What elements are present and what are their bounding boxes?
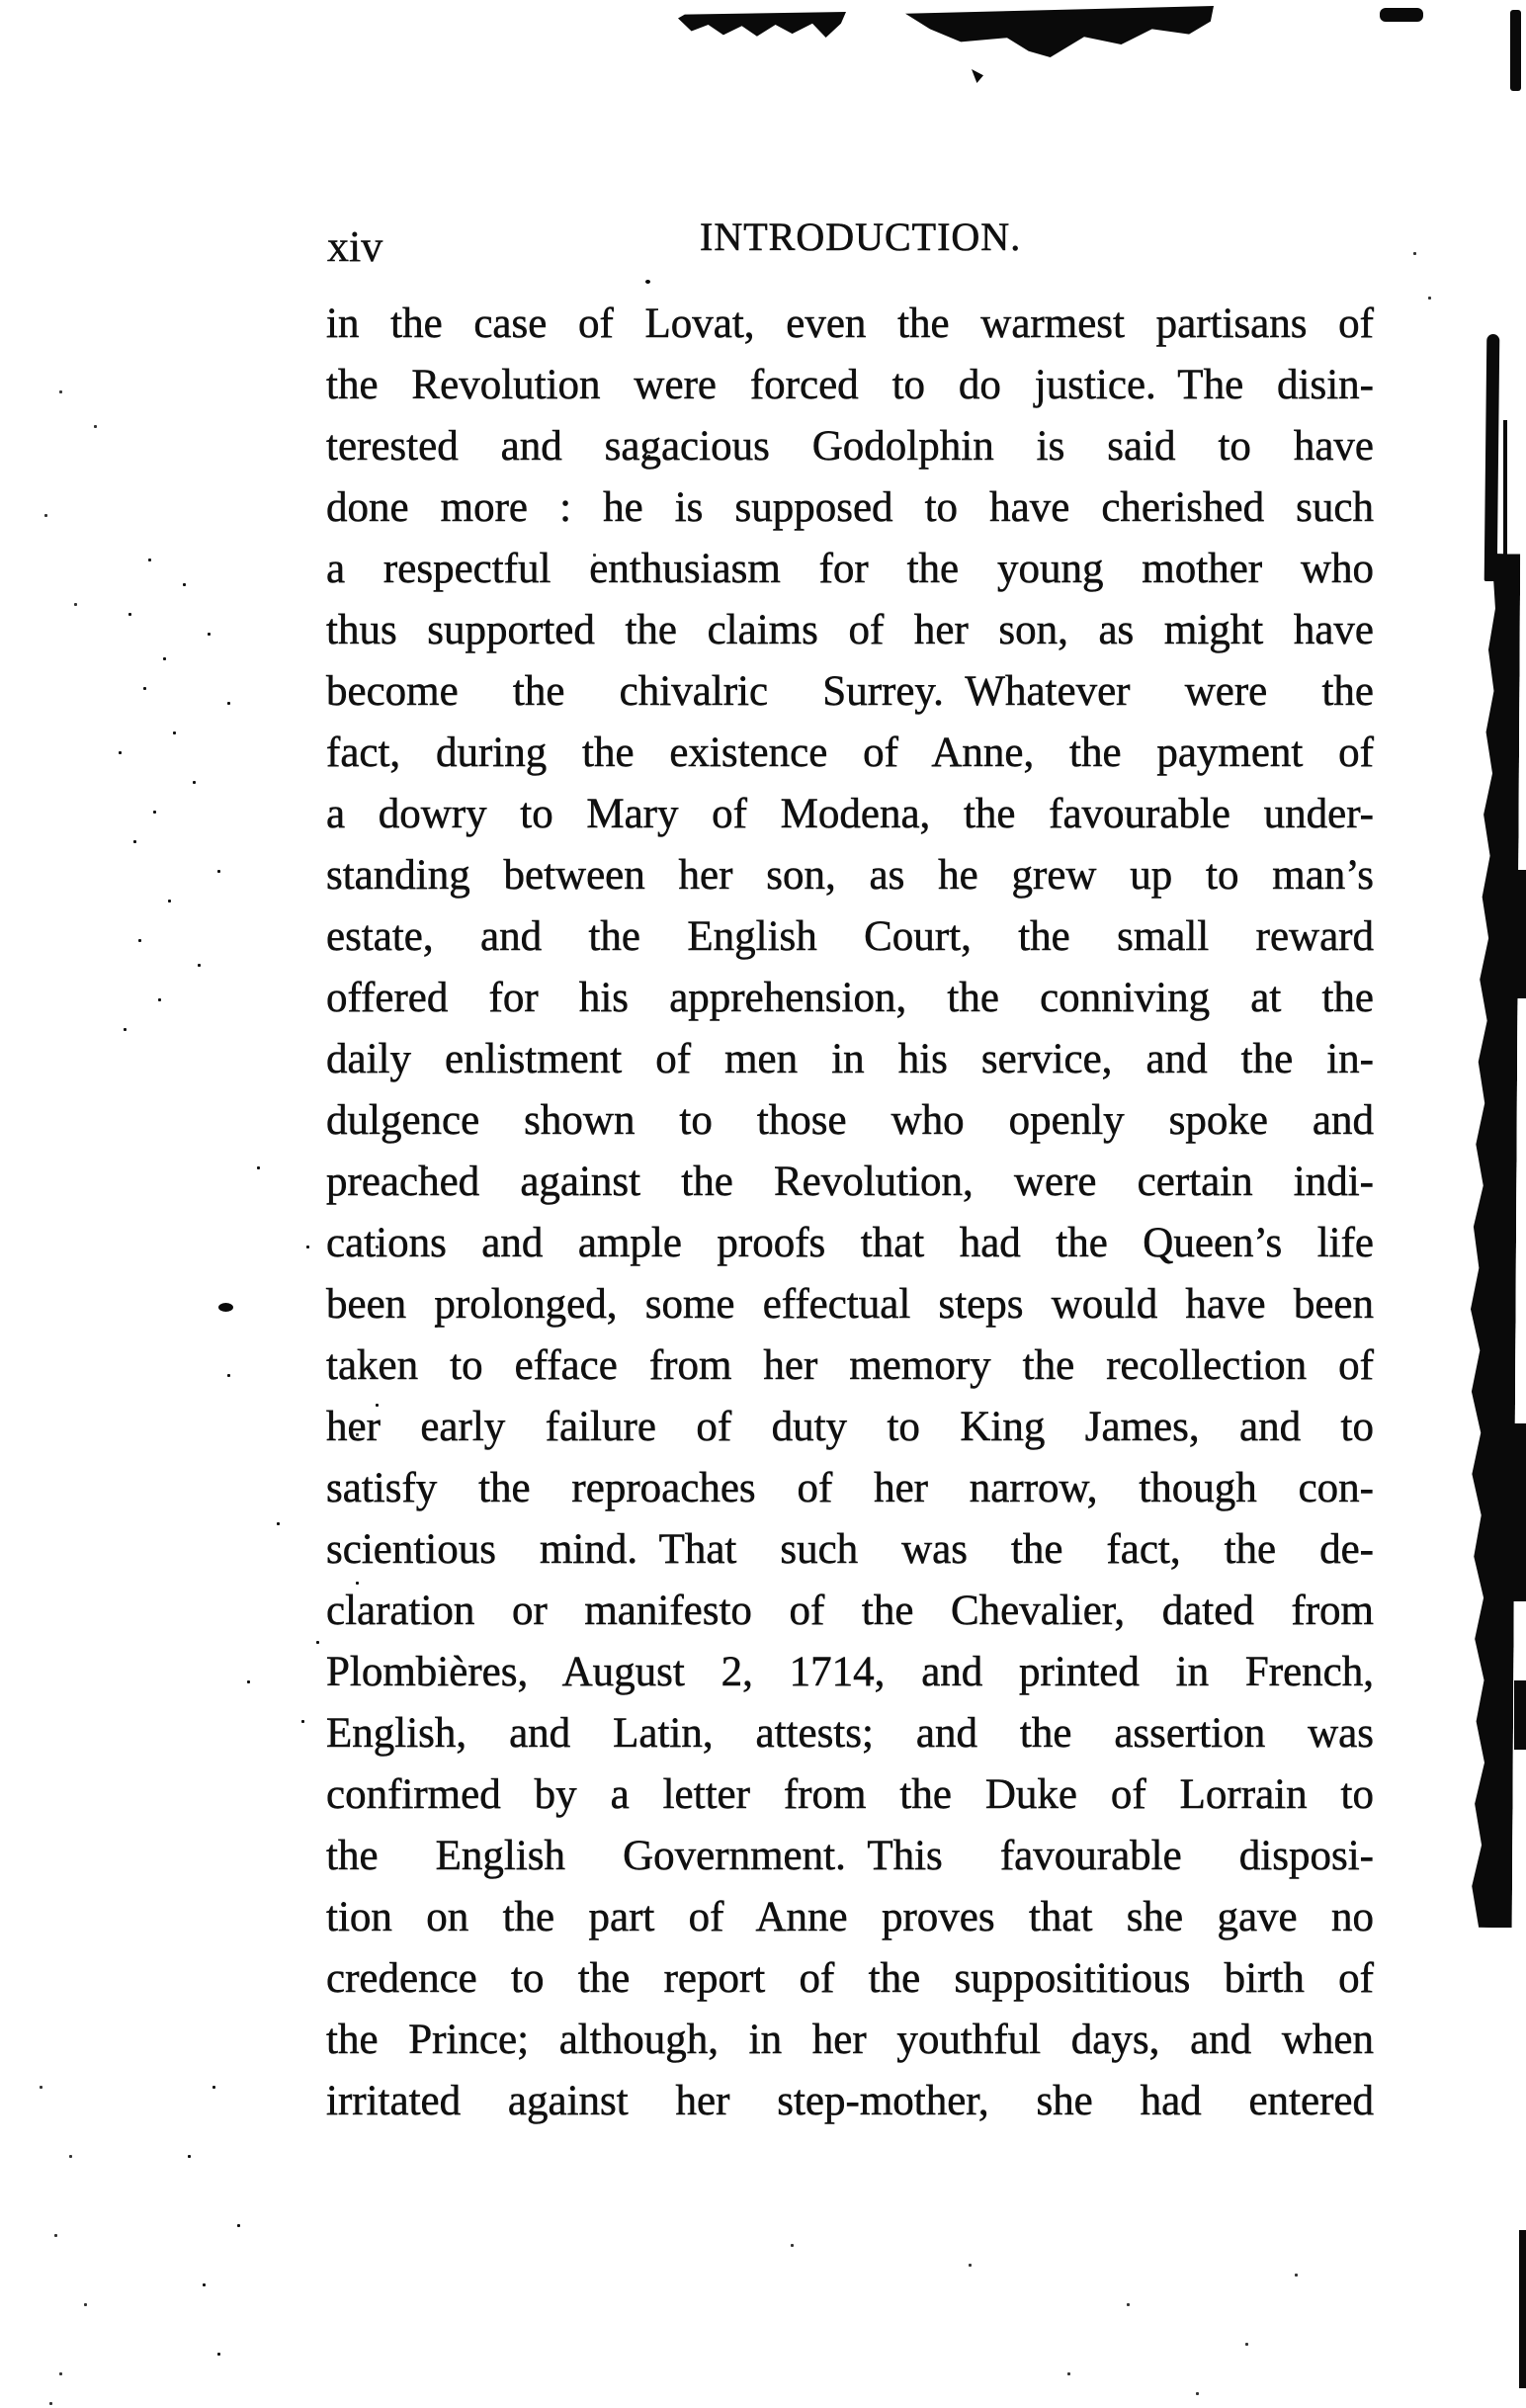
body-text bbox=[326, 294, 1374, 2132]
body-line: become the chivalric Surrey. Whatever were the bbox=[326, 668, 1374, 715]
body-line: terested and sagacious Godolphin is said to have bbox=[326, 423, 1374, 470]
scan-ink-fleck bbox=[218, 1303, 233, 1312]
scan-black-edge-segment bbox=[1512, 870, 1526, 998]
body-line: daily enlistment of men in his service, and the in- bbox=[326, 1036, 1374, 1082]
scan-black-bar-top bbox=[1484, 334, 1500, 581]
body-line: satisfy the reproaches of her narrow, though con- bbox=[326, 1465, 1374, 1511]
body-line: thus supported the claims of her son, as might have bbox=[326, 607, 1374, 653]
body-line: confirmed by a letter from the Duke of Lorrain to bbox=[326, 1771, 1374, 1818]
body-line: been prolonged, some effectual steps would have been bbox=[326, 1281, 1374, 1328]
body-line: a respectful enthusiasm for the young mother who bbox=[326, 546, 1374, 592]
body-line: preached against the Revolution, were certain indi- bbox=[326, 1159, 1374, 1205]
page-number: xiv bbox=[327, 222, 383, 271]
body-line: offered for his apprehension, the conniving at the bbox=[326, 975, 1374, 1021]
body-line: taken to efface from her memory the recollection of bbox=[326, 1342, 1374, 1389]
body-line: dulgence shown to those who openly spoke and bbox=[326, 1097, 1374, 1144]
scan-mark-arrow bbox=[972, 69, 983, 83]
scan-black-bar-bottom-right bbox=[1519, 2230, 1526, 2388]
scan-ink-dot bbox=[645, 280, 650, 284]
body-line: estate, and the English Court, the small reward bbox=[326, 913, 1374, 960]
scan-black-edge-segment bbox=[1514, 1680, 1526, 1750]
scan-smudge-top-center bbox=[905, 6, 1214, 57]
body-line: in the case of Lovat, even the warmest partisans of bbox=[326, 301, 1374, 347]
scan-speckles bbox=[59, 390, 62, 393]
scan-dash-top-right-edge bbox=[1510, 10, 1521, 91]
body-line: the Revolution were forced to do justice. The disin- bbox=[326, 362, 1374, 408]
body-line: claration or manifesto of the Chevalier, dated from bbox=[326, 1588, 1374, 1634]
scan-black-bar-right bbox=[1465, 554, 1520, 1928]
body-line: fact, during the existence of Anne, the payment of bbox=[326, 730, 1374, 776]
scan-black-line-right bbox=[1503, 420, 1507, 1112]
scan-black-edge-segment bbox=[1510, 1423, 1526, 1601]
body-line: scientious mind. That such was the fact, the de- bbox=[326, 1526, 1374, 1573]
body-line: the Prince; although, in her youthful days, and when bbox=[326, 2017, 1374, 2063]
body-line: credence to the report of the supposititious birth of bbox=[326, 1955, 1374, 2002]
body-line: the English Government. This favourable disposi- bbox=[326, 1833, 1374, 1879]
body-line: her early failure of duty to King James, and to bbox=[326, 1404, 1374, 1450]
body-line: standing between her son, as he grew up to man’s bbox=[326, 852, 1374, 899]
body-line: English, and Latin, attests; and the assertion was bbox=[326, 1710, 1374, 1757]
body-line: Plombières, August 2, 1714, and printed in French, bbox=[326, 1649, 1374, 1695]
body-line: cations and ample proofs that had the Queen’s life bbox=[326, 1220, 1374, 1266]
running-head: INTRODUCTION. bbox=[700, 215, 1022, 259]
body-line: a dowry to Mary of Modena, the favourable under- bbox=[326, 791, 1374, 837]
body-line: done more : he is supposed to have cherished such bbox=[326, 484, 1374, 531]
body-line: tion on the part of Anne proves that she gave no bbox=[326, 1894, 1374, 1940]
body-line: irritated against her step-mother, she had entered bbox=[326, 2078, 1374, 2124]
scan-smudge-top-left bbox=[678, 12, 846, 38]
scan-speckles bbox=[148, 559, 151, 561]
scan-smudge-top-right bbox=[1380, 8, 1423, 22]
